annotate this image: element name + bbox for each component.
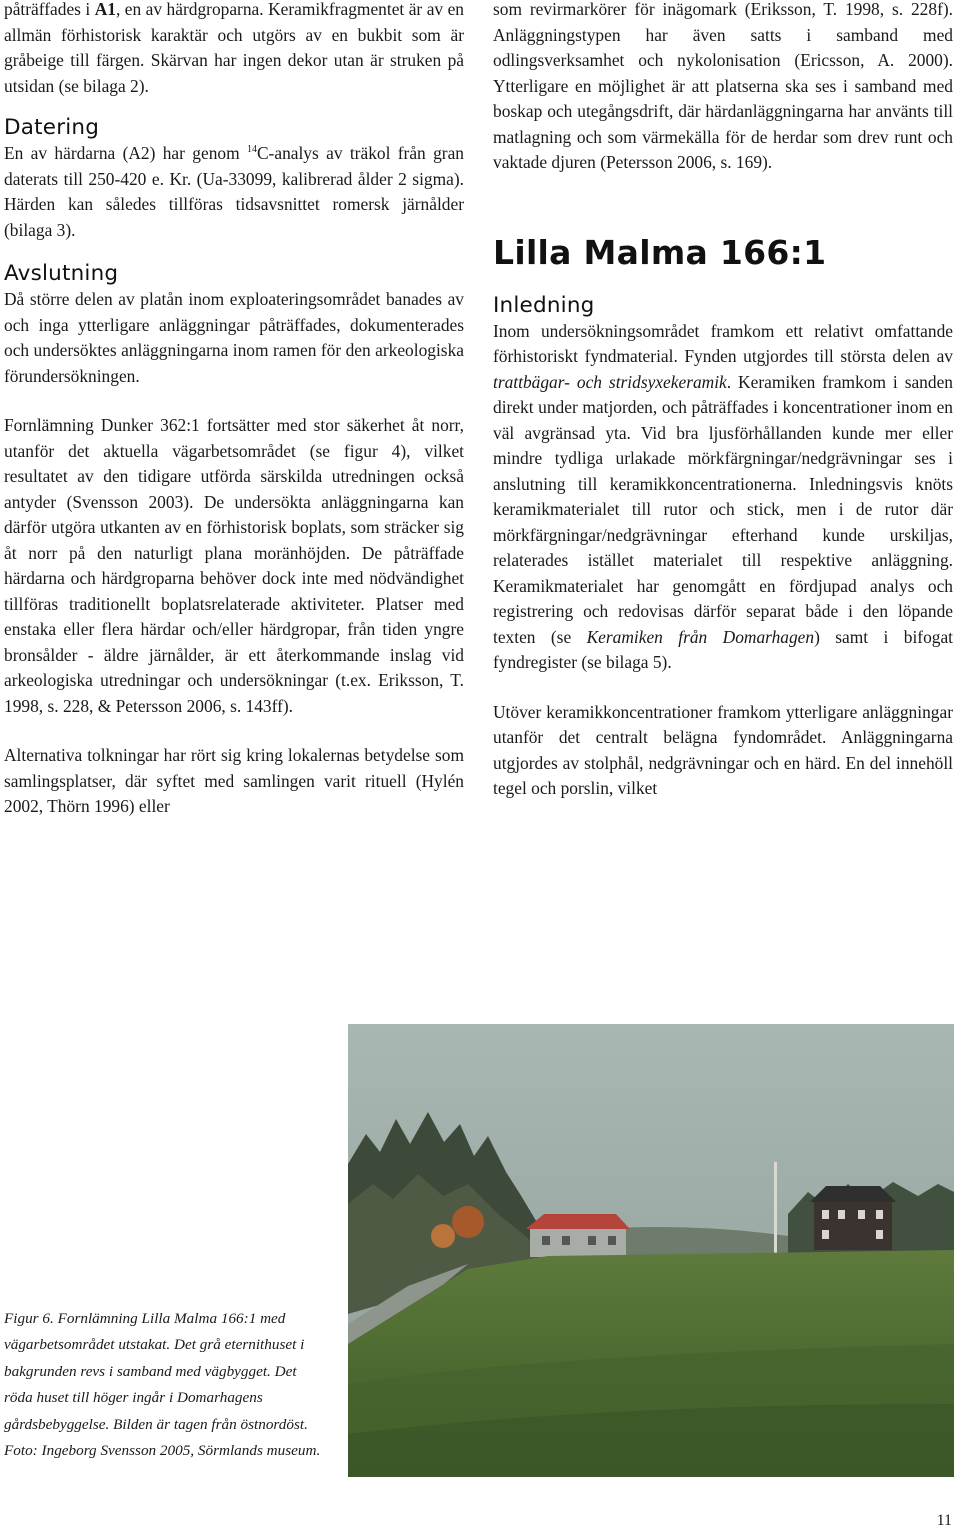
inledning-paragraph-2: Utöver keramikkoncentrationer framkom ytterligare anläggningar utanför det centralt belägna fyndområdet. Anläggningarna utgjordes av stolphål, nedgrävningar och en härd. En del innehöll tegel och porslin, vilket <box>493 701 953 798</box>
avslutning-paragraph-1: Då större delen av platån inom exploateringsområdet banades av och inga ytterligare anläggningar påträffades, dokumenterades och undersöktes anläggningarna inom ramen för den arkeologiska förundersökningen. <box>4 289 464 386</box>
section-title: Lilla Malma 166:1 <box>493 232 827 272</box>
dark-house-wall <box>814 1202 892 1250</box>
grey-house-window <box>588 1236 596 1245</box>
continued-paragraph: som revirmarkörer för inägomark (Eriksson, T. 1998, s. 228f). Anläggningstypen har även satts i samband med odlingsverksamhet och nykolonisation (Ericsson, A. 2000). Ytterligare en möjlighet är att platserna ska ses i samband med boskap och utegångsdrift, där härdanläggningarna har använts till matlagning och som värmekälla för de herdar som drev runt och vaktade djuren (Petersson 2006, s. 169). <box>493 0 953 172</box>
grey-house-roof <box>526 1214 630 1229</box>
dark-house-window <box>858 1210 865 1219</box>
dark-house-window <box>822 1230 829 1239</box>
grey-house-window <box>608 1236 616 1245</box>
dark-house-window <box>876 1230 883 1239</box>
grey-house-window <box>562 1236 570 1245</box>
landscape-photo-drawing <box>348 1024 954 1477</box>
dark-house-window <box>822 1210 829 1219</box>
datering-paragraph: En av härdarna (A2) har genom $^{14}$C-analys av träkol från gran daterats till 250-420 e. Kr. (Ua-33099, kalibrerad ålder 2 sigma). Härden kan således tillföras tidsavsnittet romersk järnålder (bilaga 3). <box>4 143 464 240</box>
figure-caption: Figur 6. Fornlämning Lilla Malma 166:1 med vägarbetsområdet utstakat. Det grå eternithuset i bakgrunden revs i samband med vägbygget. Det röda huset till höger ingår i Domarhagens gårdsbebyggelse. Bilden är tagen från östnordöst. Foto: Ingeborg Svensson 2005, Sörmlands museum. <box>4 1310 321 1460</box>
grey-house-window <box>542 1236 550 1245</box>
dark-house-window <box>876 1210 883 1219</box>
left-column <box>4 0 464 820</box>
inledning-paragraph-1: Inom undersökningsområdet framkom ett relativt omfattande förhistoriskt fyndmaterial. Fynden utgjordes till största delen av trattbägar- och stridsyxekeramik. Keramiken framkom i sanden direkt under matjorden, och påträffades i koncentrationer inom en väl avgränsad yta. Vid bra ljusförhållanden kunde mer eller mindre tydliga urlakade mörkfärgningar/nedgrävningar ses i anslutning till keramikkoncentrationerna. Inledningsvis knöts keramikmaterialet till rutor och stick, men i de rutor där mörkfärgningar/nedgrävningar efterhand kunde urskiljas, relaterades istället materialet till respektive anläggning. Keramikmaterialet har genomgått en fördjupad analys och registrering och redovisas därför separat både i den löpande texten (se Keramiken från Domarhagen) samt i bifogat fyndregister (se bilaga 5). <box>493 320 954 672</box>
intro-paragraph: påträffades i A1, en av härdgroparna. Keramikfragmentet är av en allmän förhistorisk karaktär och utgörs av en bukbit som är gråbeige till färgen. Skärvan har ingen dekor utan är struken på utsidan (se bilaga 2). <box>4 0 464 96</box>
avslutning-paragraph-2: Fornlämning Dunker 362:1 fortsätter med stor säkerhet åt norr, utanför det aktuella vägarbetsområdet (se figur 4), vilket resultatet av den tidigare utförda särskilda utredningen också antyder (Svensson 2003). De undersökta anläggningarna kan därför utgöra utkanten av en förhistorisk boplats, som sträcker sig åt norr på den naturligt plana moränhöjden. De påträffade härdarna och härdgroparna behöver dock inte med nödvändighet tillföras traditionellt boplatsrelaterade aktiviteter. Platser med enstaka eller flera härdar och/eller härdgropar, från tiden yngre bronsålder - äldre järnålder, är ett återkommande inslag vid arkeologiska utredningar och undersökningar (t.ex. Eriksson, T. 1998, s. 228, & Petersson 2006, s. 143ff). <box>4 415 464 716</box>
avslutning-heading: Avslutning <box>4 261 119 286</box>
avslutning-paragraph-3: Alternativa tolkningar har rört sig kring lokalernas betydelse som samlingsplatser, där syftet med samlingen varit rituell (Hylén 2002, Thörn 1996) eller <box>4 745 464 816</box>
autumn-tree <box>452 1206 484 1238</box>
right-column <box>493 0 953 802</box>
inledning-heading: Inledning <box>493 292 595 318</box>
landscape-photo <box>348 1024 954 1477</box>
dark-house-window <box>838 1210 845 1219</box>
datering-heading: Datering <box>4 115 100 140</box>
page-number: 11 <box>936 1512 952 1529</box>
utility-pole <box>774 1162 777 1254</box>
autumn-tree <box>431 1224 455 1248</box>
